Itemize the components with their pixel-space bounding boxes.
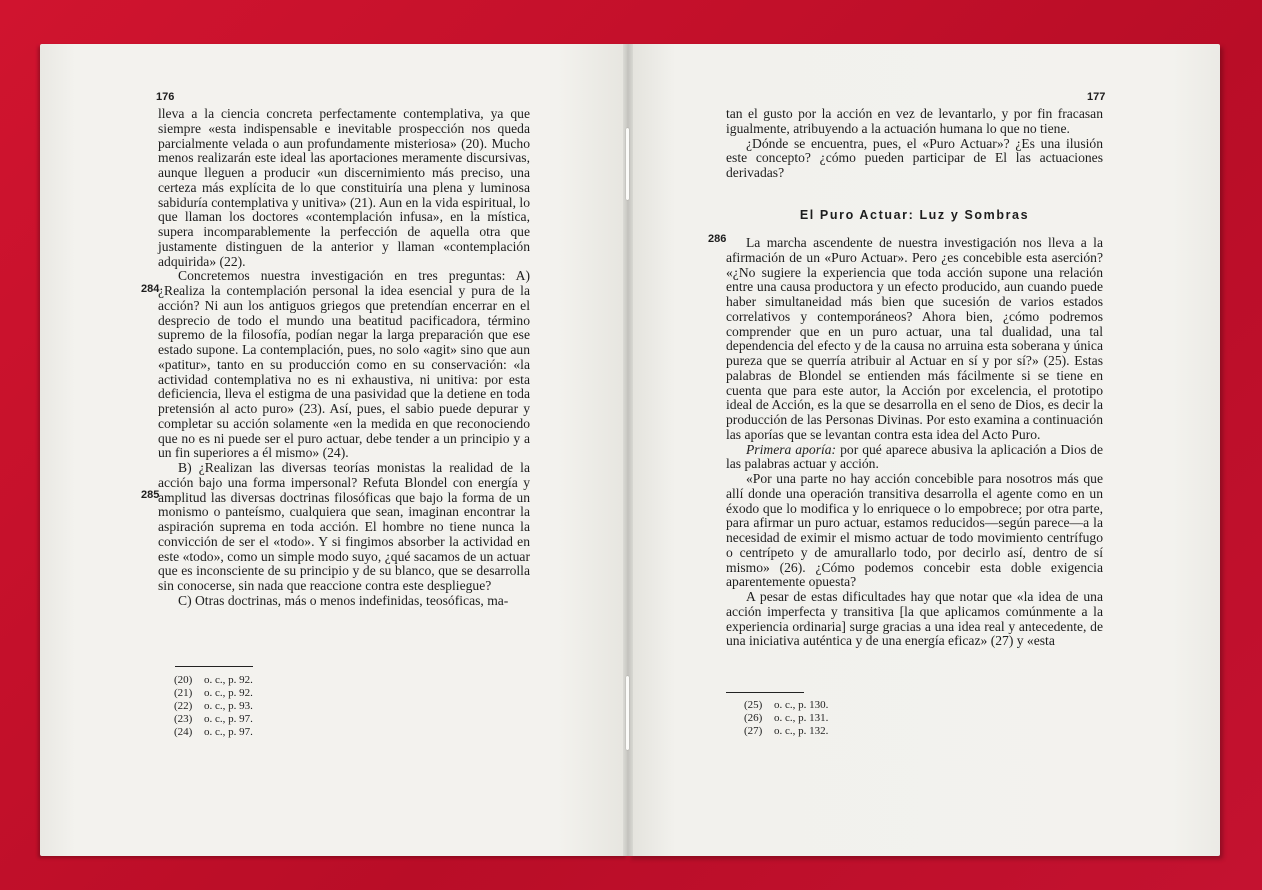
para-last: A pesar de estas dificultades hay que notar que «la idea de una acción imperfecta y transitiva [la que aplicamos comúnmente a la experiencia ordinaria] surge gracias a una idea real y antecedente, de una iniciativa auténtica y de una energía eficaz» (27) y «esta [726, 589, 1103, 649]
left-footnote-rule [175, 666, 253, 667]
margin-number-285: 285 [141, 489, 160, 501]
section-heading: El Puro Actuar: Luz y Sombras [799, 208, 1030, 222]
footnote-20: (20) o. c., p. 92. [174, 674, 253, 686]
left-footnotes [174, 674, 253, 739]
footnote-22: (22) o. c., p. 93. [174, 700, 253, 712]
para-c: C) Otras doctrinas, más o menos indefinidas, teosóficas, ma- [178, 592, 509, 608]
binding-stitch-top [626, 128, 629, 200]
footnote-23: (23) o. c., p. 97. [174, 713, 253, 725]
footnote-25: (25) o. c., p. 130. [744, 699, 829, 711]
open-book [40, 44, 1220, 856]
left-para-continued: lleva a la ciencia concreta perfectamente contemplativa, ya que siempre «esta indispensable e inevitable prospección nos queda parcialmente velada o aun profundamente misteriosa» (20). Mucho menos realizarán este ideal las aportaciones meramente discursivas, aunque lleguen a producir «un discernimiento más preciso, una certeza más explícita de lo que constituiría una plena y luminosa sabiduría contemplativa y unitiva» (21). Aun en la vida espiritual, lo que llaman los doctores «contemplación infusa», en la mística, supera incomparablemente la perfección de aquella otra que justamente distinguen de la anterior y llaman «contemplación adquirida» (22). [158, 106, 530, 269]
para-285: B) ¿Realizan las diversas teorías monistas la realidad de la acción bajo una forma impersonal? Refuta Blondel con energía y amplitud las diversas doctrinas filosóficas que bajo la forma de un monismo o panteísmo, cualquiera que sean, imaginan encontrar la aspiración suprema en toda acción. El hombre no tiene nunca la convicción de ser el «todo». Y si fingimos absorber la actividad en este «todo», como un simple modo suyo, ¿qué sacamos de un actuar que es inconsciente de su principio y de su blanco, que se desarrolla sin conocerse, sin nada que reaccione contra este despliegue? [158, 460, 530, 593]
aporia-label: Primera aporía: [746, 441, 837, 457]
aporia-text: por qué aparece abusiva la aplicación a Dios de las palabras actuar y acción. [726, 441, 1103, 472]
footnote-24: (24) o. c., p. 97. [174, 726, 253, 738]
footnote-21: (21) o. c., p. 92. [174, 687, 253, 699]
para-286: La marcha ascendente de nuestra investigación nos lleva a la afirmación de un «Puro Actuar». Pero ¿es concebible esta aserción? «¿No sugiere la experiencia que toda acción supone una relación entre una causa productora y un efecto producido, aun cuando puede haber simultaneidad más bien que sucesión de varios estados correlativos y contemporáneos? Ahora bien, ¿cómo podremos comprender que en un puro actuar, una tal dualidad, una tal dependencia del efecto y de la causa no arruina esta soberana y única pureza que se querría atribuir al Actuar en sí y por sí?» (25). Estas palabras de Blondel se entienden más fácilmente si se tiene en cuenta que para este autor, la Acción por excelencia, el prototipo ideal de Acción, es la que se desarrolla en el seno de Dios, es decir la producción de las Personas Divinas. Por esto examina a continuación las aporías que se levantan contra esta idea del Acto Puro. [726, 235, 1103, 442]
right-para-question: ¿Dónde se encuentra, pues, el «Puro Actuar»? ¿Es una ilusión este concepto? ¿cómo pueden participar de El las actuaciones derivadas? [726, 135, 1103, 180]
left-page-body [158, 107, 530, 609]
para-284: Concretemos nuestra investigación en tres preguntas: A) ¿Realiza la contemplación personal la idea esencial y pura de la acción? Ni aun los antiguos griegos que pretendían encerrar en el desprecio de todo el mundo una beatitud pacificadora, término supremo de la filosofía, podían negar la larga preparación que ese estado supone. La contemplación, pues, no solo «agit» sino que aun «patitur», tanto en su producción como en su conservación: «la actividad contemplativa no es ni exhaustiva, ni unitiva: por esta deficiencia, lleva el estigma de una pasividad que la detiene en toda pretensión al acto puro» (23). Así, pues, el sabio puede depurar y completar su acción solamente «en la medida en que reconociendo que no es ni puede ser el puro actuar, debe tender a un principio y a un fin superiores a él mismo» (24). [158, 268, 530, 461]
right-footnotes [744, 699, 828, 738]
margin-number-286: 286 [708, 233, 727, 245]
right-page-top [726, 107, 1103, 181]
para-quote: «Por una parte no hay acción concebible para nosotros más que allí donde una operación transitiva desarrolla el agente como en un éxodo que lo modifica y lo enriquece o lo empobrece; por otra parte, para afirmar un puro actuar, estamos reducidos—según parece—a la necesidad de eximir el mismo actuar de todo movimiento centrífugo o centrípeto y de amurallarlo todo, por decirlo así, dentro de sí mismo» (26). ¿Cómo podemos concebir esta doble exigencia aparentemente opuesta? [726, 471, 1103, 590]
right-page-body [726, 236, 1103, 649]
right-footnote-rule [726, 692, 804, 693]
left-page [40, 44, 628, 856]
right-para-continued: tan el gusto por la acción en vez de levantarlo, y por fin fracasan igualmente, atribuyendo a la actuación humana lo que no tiene. [726, 106, 1103, 136]
left-page-number: 176 [156, 91, 175, 103]
binding-stitch-bottom [626, 676, 629, 750]
footnote-26: (26) o. c., p. 131. [744, 712, 829, 724]
margin-number-284: 284 [141, 283, 160, 295]
right-page-number: 177 [1087, 91, 1106, 103]
footnote-27: (27) o. c., p. 132. [744, 725, 829, 737]
para-aporia [726, 443, 1103, 473]
right-page [628, 44, 1220, 856]
